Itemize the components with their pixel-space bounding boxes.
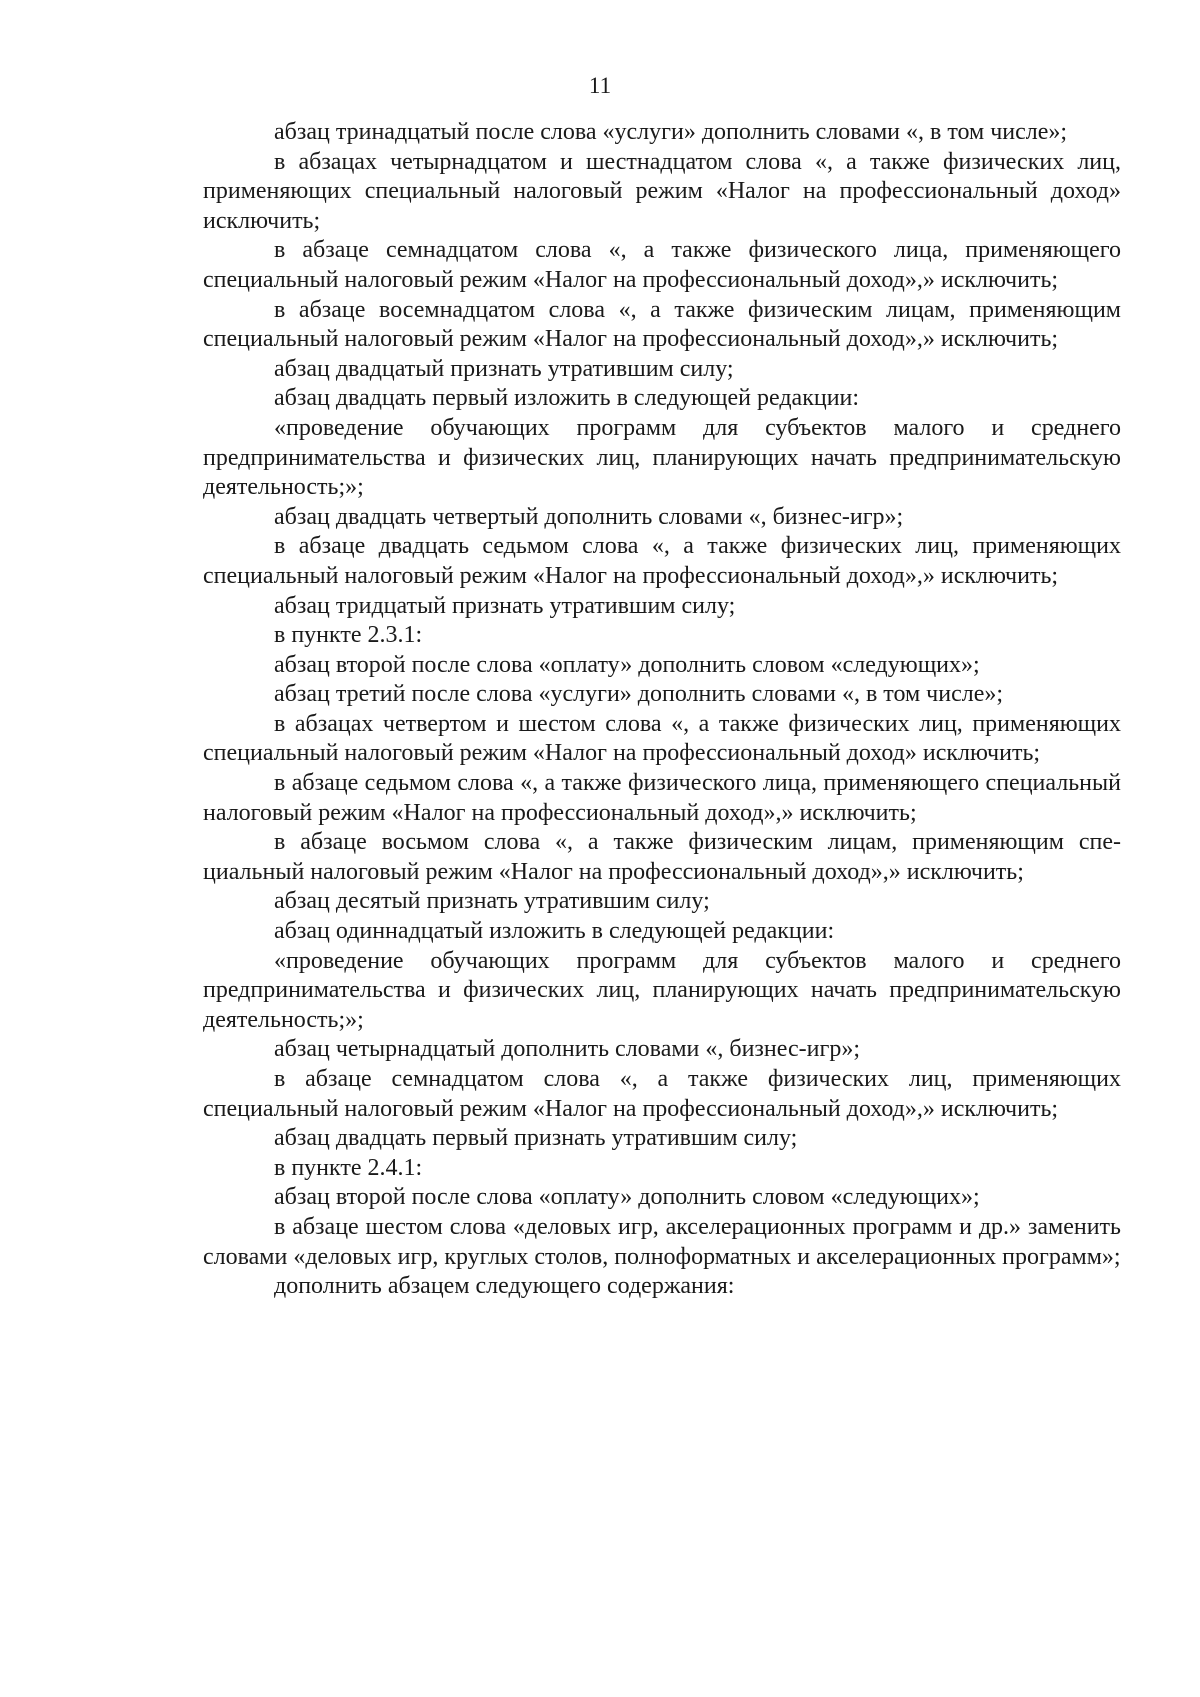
- paragraph: в пункте 2.4.1:: [274, 1154, 423, 1181]
- paragraph: в абзаце шестом слова «деловых игр, акселерационных программ и др.» заменить словами «деловых игр, круглых столов, полноформатных и акселерационных программ»;: [203, 1213, 1121, 1270]
- paragraph: в абзаце седьмом слова «, а также физического лица, применяющего специальный налоговый режим «Налог на профессиональный доход»,» исключить;: [203, 770, 1121, 826]
- paragraph: абзац четырнадцатый дополнить словами «, бизнес-игр»;: [274, 1036, 861, 1063]
- paragraph: в абзацах четырнадцатом и шестнадцатом слова «, а также физических лиц, применяющих специальный налоговый режим «Налог на профессиональный доход» исключить;: [203, 148, 1121, 234]
- page-number: 11: [588, 73, 612, 98]
- paragraph: «проведение обучающих программ для субъектов малого и среднего предпринимательства и физических лиц, планирующих начать предпринимательскую деятельность;»;: [203, 414, 1121, 501]
- paragraph: в абзаце восьмом слова «, а также физическим лицам, применяющим специальный налоговый режим «Налог на профессиональный доход»,» исключить;: [203, 829, 1121, 885]
- paragraph: в пункте 2.3.1:: [274, 622, 423, 649]
- paragraph: в абзаце восемнадцатом слова «, а также физическим лицам, применяющим специальный налоговый режим «Налог на профессиональный доход»,» исключить;: [203, 296, 1121, 353]
- paragraph: абзац тридцатый признать утратившим силу;: [274, 592, 736, 619]
- paragraph: абзац второй после слова «оплату» дополнить словом «следующих»;: [274, 651, 980, 678]
- paragraph: в абзацах четвертом и шестом слова «, а также физических лиц, применяющих специальный налоговый режим «Налог на профессиональный доход» исключить;: [203, 710, 1121, 767]
- paragraph: в абзаце семнадцатом слова «, а также физического лица, применяющего специальный налоговый режим «Налог на профессиональный доход»,» исключить;: [203, 237, 1121, 293]
- paragraph: абзац двадцать первый изложить в следующей редакции:: [274, 385, 860, 412]
- paragraph: дополнить абзацем следующего содержания:: [274, 1273, 735, 1300]
- paragraph: абзац второй после слова «оплату» дополнить словом «следующих»;: [274, 1184, 980, 1211]
- document-body: [203, 118, 1121, 1302]
- paragraph: абзац десятый признать утратившим силу;: [274, 888, 710, 915]
- paragraph: абзац третий после слова «услуги» дополнить словами «, в том числе»;: [274, 681, 1004, 708]
- paragraph: абзац одиннадцатый изложить в следующей редакции:: [274, 918, 835, 945]
- paragraph: «проведение обучающих программ для субъектов малого и среднего предпринимательства и физических лиц, планирующих начать предпринимательскую деятельность;»;: [203, 947, 1121, 1033]
- paragraph: в абзаце двадцать седьмом слова «, а также физических лиц, применяющих специальный налоговый режим «Налог на профессиональный доход»,» исключить;: [203, 533, 1121, 589]
- paragraph: абзац двадцатый признать утратившим силу;: [274, 355, 734, 382]
- paragraph: абзац двадцать первый признать утратившим силу;: [274, 1125, 798, 1152]
- paragraph: в абзаце семнадцатом слова «, а также физических лиц, применяющих специальный налоговый режим «Налог на профессиональный доход»,» исключить;: [203, 1066, 1121, 1122]
- paragraph: абзац двадцать четвертый дополнить словами «, бизнес-игр»;: [274, 503, 904, 530]
- paragraph: абзац тринадцатый после слова «услуги» дополнить словами «, в том числе»;: [274, 119, 1068, 145]
